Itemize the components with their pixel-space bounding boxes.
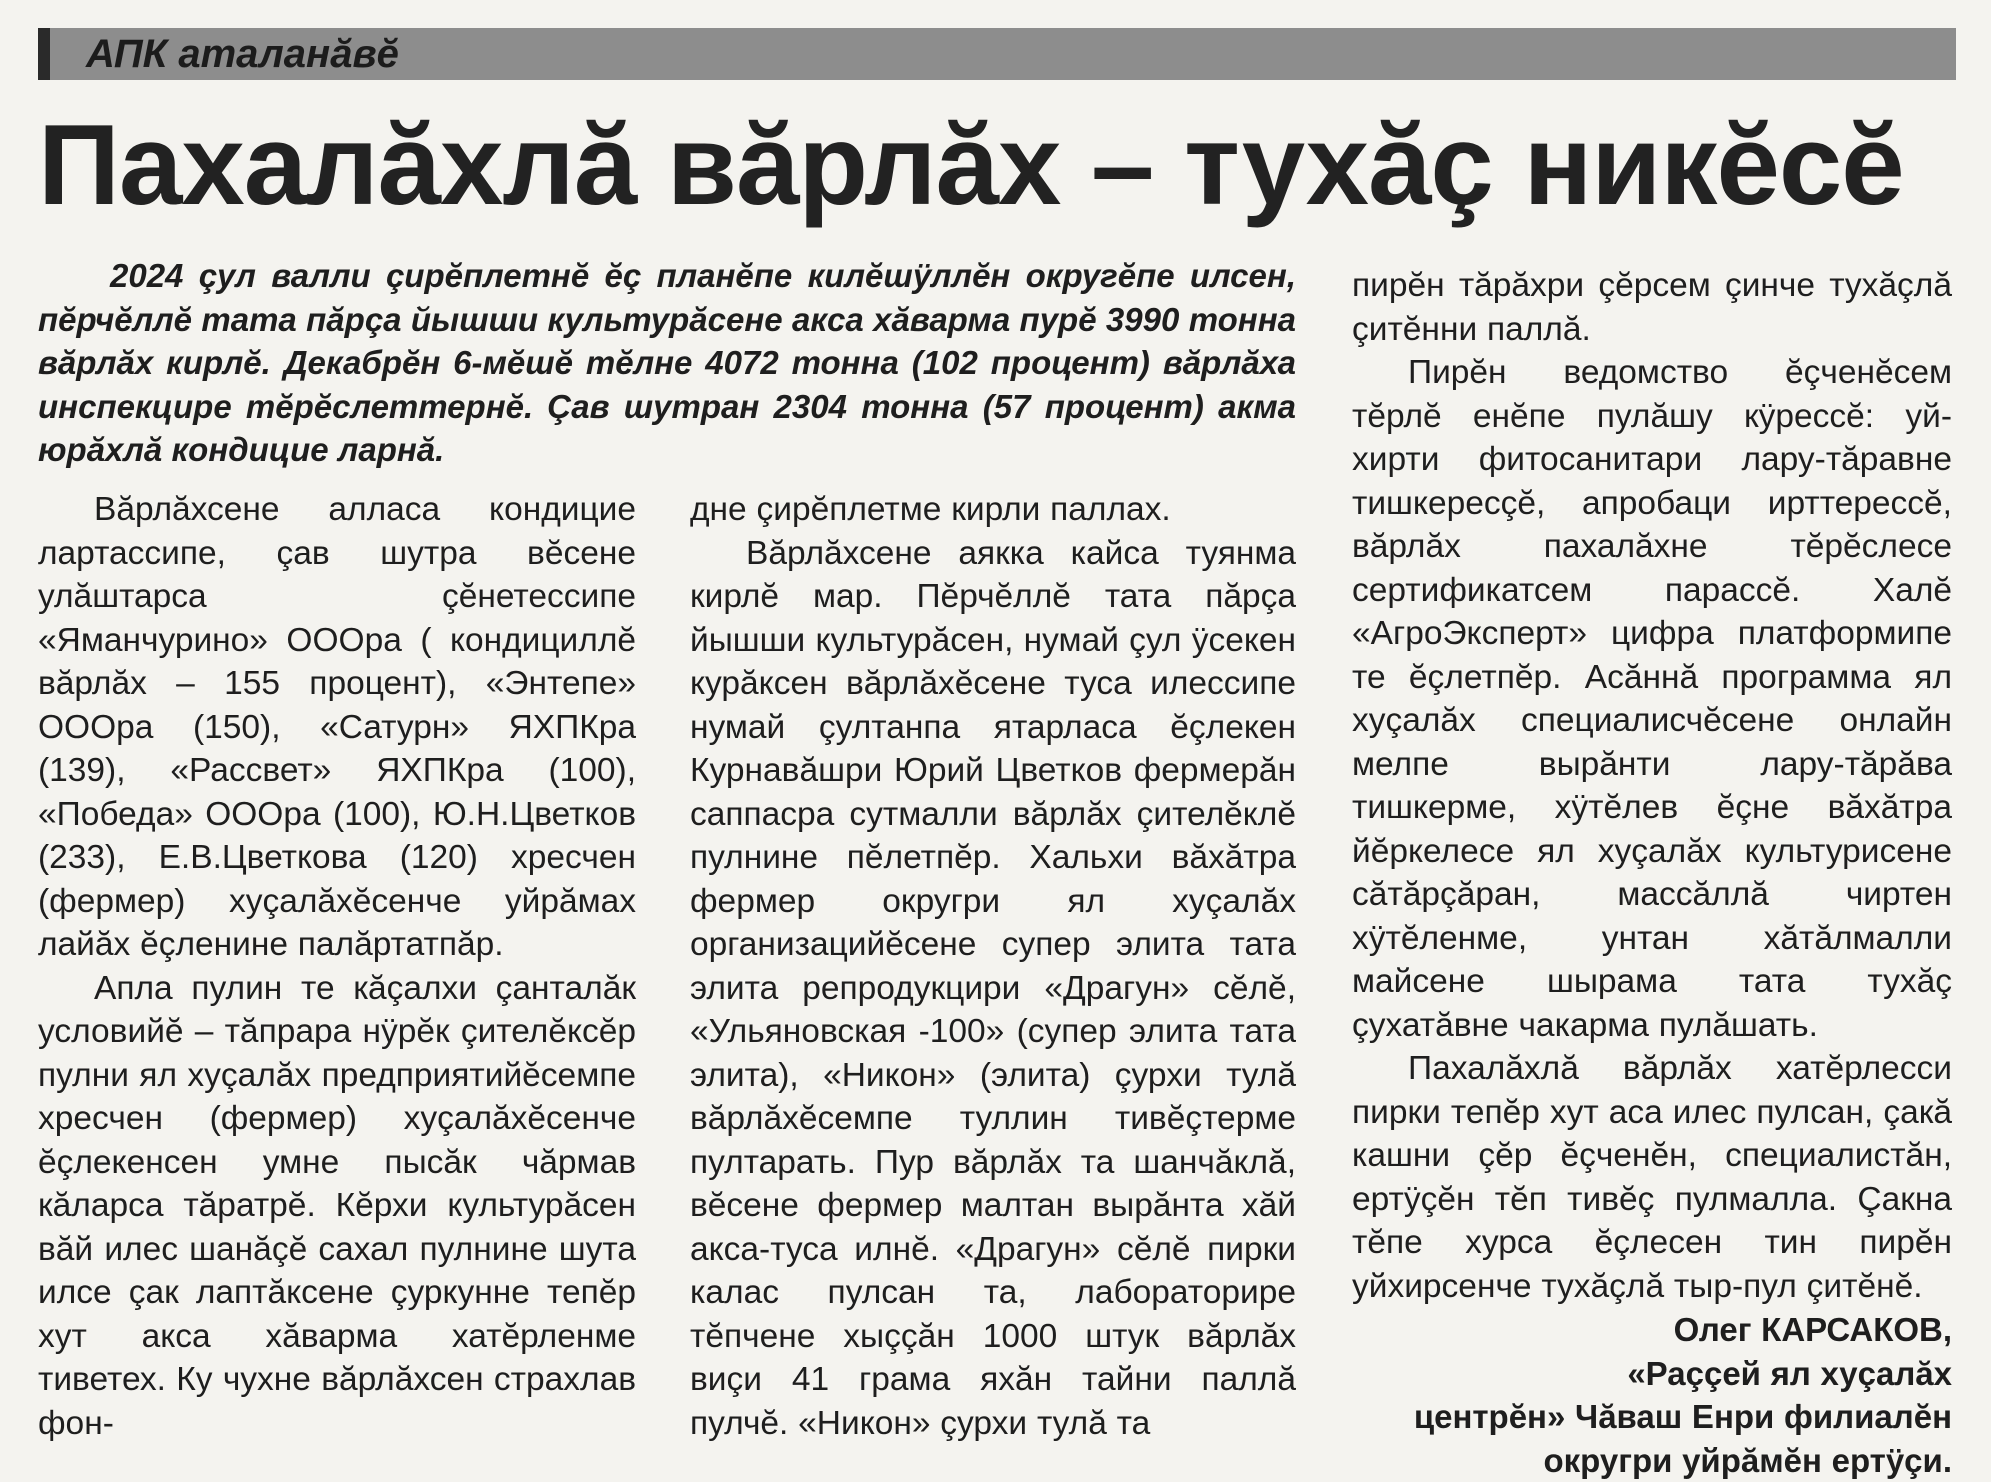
- paragraph: дне çирĕплетме кирли паллах.: [690, 488, 1296, 532]
- paragraph: Пирĕн ведомство ĕçченĕсем тĕрлĕ енĕпе пулăшу кÿрессĕ: уй-хирти фитосанитари лару-тăравне тишкересçĕ, апробаци ирттерессĕ, вăрлăх пахалăхне тĕрĕслесе сертификатсем парассĕ. Халĕ «АгроЭксперт» цифра платформипе те ĕçлетпĕр. Асăннă программа ял хуçалăх специалисчĕсене онлайн мелпе вырăнти лару-тăрăва тишкерме, хÿтĕлев ĕçне вăхăтра йĕркелесе ял хуçалăх культурисене сăтăрçăран, массăллă чиртен хÿтĕленме, унтан хăтăлмалли майсене шырама тата тухăç çухатăвне чакарма пулăшать.: [1352, 351, 1952, 1047]
- paragraph: Вăрлăхсене аякка кайса туянма кирлĕ мар. Пĕрчĕллĕ тата пăрçа йышши культурăсен, нумай çул ÿсекен курăксен вăрлăхĕсене туса илессипе нумай çултанпа ятарласа ĕçлекен Курнавăшри Юрий Цветков фермерăн саппасра сутмалли вăрлăх çителĕклĕ пулнине пĕлетпĕр. Хальхи вăхăтра фермер округри ял хуçалăх организацийĕсене супер элита тата элита репродукцири «Драгун» сĕлĕ, «Ульяновская -100» (супер элита тата элита), «Никон» (элита) çурхи тулă вăрлăхĕсемпе туллин тивĕçтерме пултарать. Пур вăрлăх та шанчăклă, вĕсене фермер малтан вырăнта хăй акса-туса илнĕ. «Драгун» сĕлĕ пирки калас пулсан та, лабораторире тĕпчене хыççăн 1000 штук вăрлăх виçи 41 грама яхăн тайни паллă пулчĕ. «Никон» çурхи тулă та: [690, 532, 1296, 1446]
- author-signature: [1352, 1308, 1952, 1482]
- paragraph: Вăрлăхсене алласа кондицие лартассипе, çав шутра вĕсене улăштарса çĕнетессипе «Яманчурино» ОООра ( кондициллĕ вăрлăх – 155 процент), «Энтепе» ОООра (150), «Сатурн» ЯХПКра (139), «Рассвет» ЯХПКра (100), «Победа» ОООра (100), Ю.Н.Цветков (233), Е.В.Цветкова (120) хресчен (фермер) хуçалăхĕсенче уйрăмах лайăх ĕçленине палăртатпăр.: [38, 488, 636, 967]
- column-3: [1352, 264, 1952, 1482]
- signature-line: Олег КАРСАКОВ,: [1352, 1308, 1952, 1352]
- article-lead: 2024 çул валли çирĕплетнĕ ĕç планĕпе килĕшÿллĕн округĕпе илсен, пĕрчĕллĕ тата пăрçа йышши культурăсене акса хăварма пурĕ 3990 тонна вăрлăх кирлĕ. Декабрĕн 6-мĕшĕ тĕлне 4072 тонна (102 процент) вăрлăха инспекцире тĕрĕслеттернĕ. Çав шутран 2304 тонна (57 процент) акма юрăхлă кондицие ларнă.: [38, 254, 1296, 472]
- column-2: [690, 488, 1296, 1445]
- column-1: [38, 488, 636, 1445]
- signature-line: округри уйрăмĕн ертÿçи.: [1352, 1439, 1952, 1482]
- article-headline: Пахалăхлă вăрлăх – тухăç никĕсĕ: [38, 100, 1938, 231]
- paragraph: Пахалăхлă вăрлăх хатĕрлесси пирки тепĕр хут аса илес пулсан, çакă кашни çĕр ĕçченĕн, специалистăн, ертÿçĕн тĕп тивĕç пулмалла. Çакна тĕпе хурса ĕçлесен тин пирĕн уйхирсенче тухăçлă тыр-пул çитĕнĕ.: [1352, 1047, 1952, 1308]
- paragraph: пирĕн тăрăхри çĕрсем çинче тухăçлă çитĕнни паллă.: [1352, 264, 1952, 351]
- rubric-bar: [38, 28, 1956, 80]
- paragraph: Апла пулин те кăçалхи çанталăк условийĕ – тăпрара нÿрĕк çителĕксĕр пулни ял хуçалăх предприятийĕсемпе хресчен (фермер) хуçалăхĕсенче ĕçлекенсен умне пысăк чăрмав кăларса тăратрĕ. Кĕрхи культурăсен вăй илес шанăçĕ сахал пулнине шута илсе çак лаптăксене çуркунне тепĕр хут акса хăварма хатĕрленме тиветех. Ку чухне вăрлăхсен страхлав фон-: [38, 967, 636, 1446]
- signature-line: «Раççей ял хуçалăх: [1352, 1352, 1952, 1396]
- rubric-label: АПК аталанăвĕ: [86, 32, 399, 77]
- signature-line: центрĕн» Чăваш Енри филиалĕн: [1352, 1395, 1952, 1439]
